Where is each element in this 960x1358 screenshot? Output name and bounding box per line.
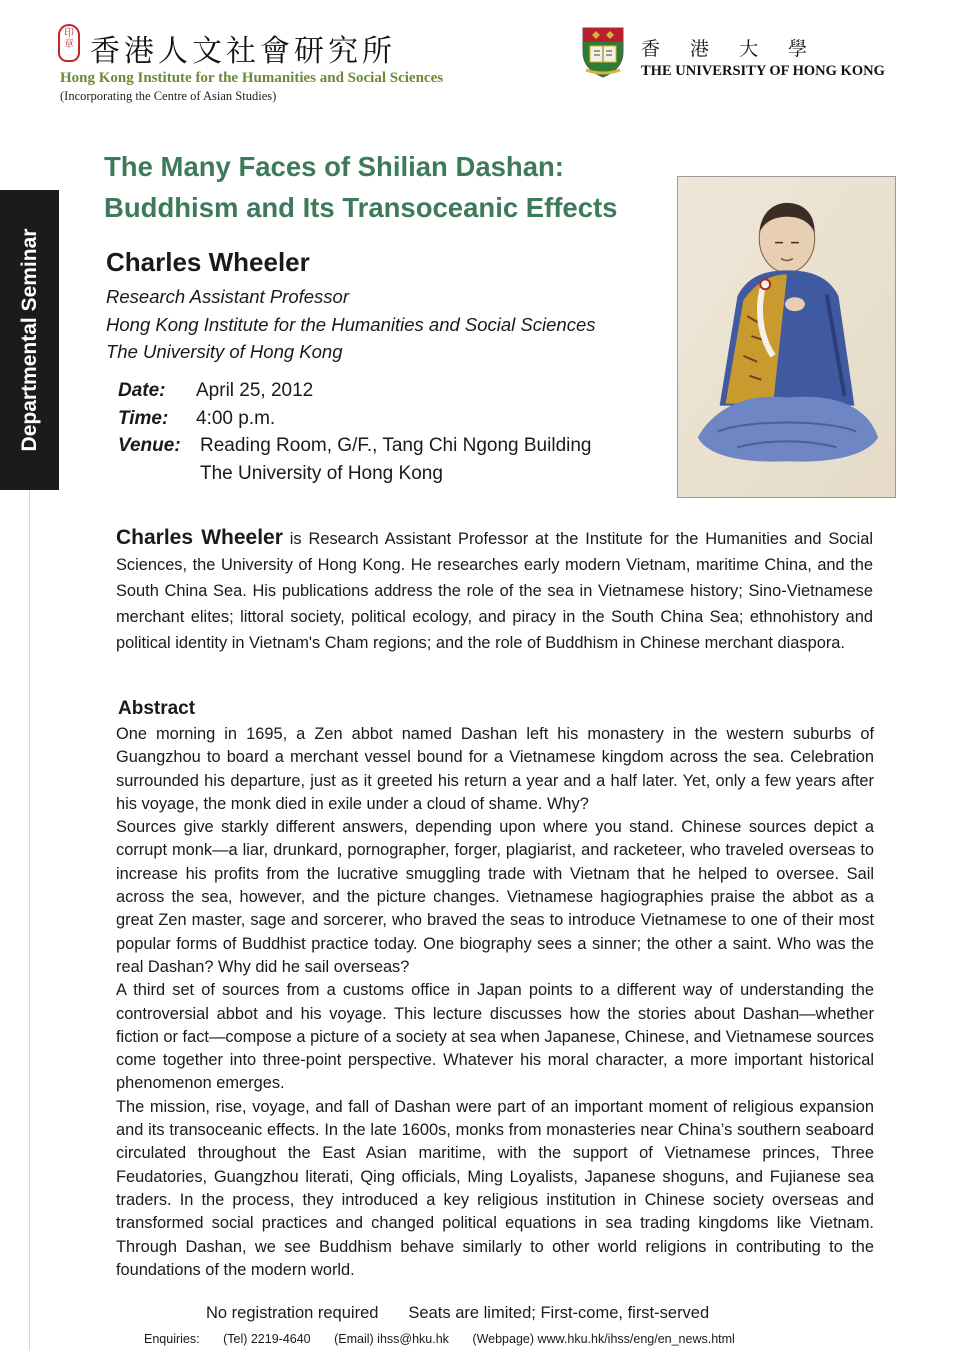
monk-portrait-icon <box>677 176 896 498</box>
institute-note: (Incorporating the Centre of Asian Studies) <box>60 89 277 103</box>
enquiries-label: Enquiries: <box>144 1332 200 1346</box>
seats-text: Seats are limited; First-come, first-served <box>408 1304 710 1322</box>
speaker-name: Charles Wheeler <box>106 247 310 277</box>
bio-speaker-name: Charles Wheeler <box>116 526 283 549</box>
speaker-institute: Hong Kong Institute for the Humanities and Social Sciences <box>106 313 596 335</box>
time-label: Time: <box>118 407 169 429</box>
abstract-paragraph: The mission, rise, voyage, and fall of Dashan were part of an important moment of religious expansion and its transoceanic effects. In the late 1600s, monks from monasteries near China’s southern seaboard circulated throughout the East Asian maritime, with the support of Vietnamese princes, Three Feudatories, Guangzhou literati, Qing officials, Ming Loyalists, Japanese shoguns, and Fujianese sea traders. In the process, they introduced a key religious institution in Chinese society overseas and transformed social practices and changed political equations in sea trading kingdoms like Vietnam. Through Dashan, we see Buddhism behave similarly to other world religions in contributing to the foundations of the modern world. <box>116 1097 874 1279</box>
institute-name-english: Hong Kong Institute for the Humanities and Social Sciences <box>60 70 444 86</box>
seminar-title-line2: Buddhism and Its Transoceanic Effects <box>104 192 618 223</box>
venue-label: Venue: <box>118 435 181 456</box>
institute-name-chinese: 香港人文社會研究所 <box>90 34 396 69</box>
abstract-paragraph: A third set of sources from a customs office in Japan points to a different way of understanding the controversial abbot and his voyage. This lecture discusses how the stories about Dashan—whether fiction or fact—compose a picture of a society at sea when Japanese, Chinese, and Vietnamese sources come together into three-point perspective. Whatever his moral character, a more important historical phenomenon emerges. <box>116 981 874 1093</box>
seminar-title <box>104 146 664 228</box>
venue-row <box>118 432 592 460</box>
enquiries-webpage: (Webpage) www.hku.hk/ihss/eng/en_news.html <box>472 1332 735 1346</box>
university-name-english: THE UNIVERSITY OF HONG KONG <box>641 63 885 79</box>
event-details <box>118 377 592 487</box>
enquiries-email: (Email) ihss@hku.hk <box>334 1332 449 1346</box>
date-label: Date: <box>118 380 166 401</box>
side-divider <box>29 490 30 1350</box>
registration-text: No registration required <box>206 1304 379 1322</box>
enquiries-tel: (Tel) 2219-4640 <box>223 1332 311 1346</box>
enquiries <box>144 1332 755 1346</box>
speaker-bio <box>116 525 873 656</box>
abstract-body <box>116 723 874 1282</box>
time-value: 4:00 p.m. <box>196 407 276 429</box>
time-row <box>118 405 592 433</box>
speaker-affiliation <box>106 283 596 366</box>
university-name-chinese: 香 港 大 學 <box>641 38 820 60</box>
speaker-university: The University of Hong Kong <box>106 341 343 362</box>
hku-crest-icon <box>580 26 626 78</box>
venue-value-line1: Reading Room, G/F., Tang Chi Ngong Building <box>200 435 592 456</box>
date-row <box>118 377 592 405</box>
venue-value-line2: The University of Hong Kong <box>200 462 443 484</box>
institute-seal-icon: 印 章 <box>58 24 80 62</box>
speaker-position: Research Assistant Professor <box>106 286 349 307</box>
seminar-title-line1: The Many Faces of Shilian Dashan: <box>104 151 564 182</box>
seminar-type-label: Departmental Seminar <box>17 228 41 452</box>
abstract-paragraph: Sources give starkly different answers, depending upon where you stand. Chinese sources depict a corrupt monk—a liar, drunkard, pornographer, forger, plagiarist, and racketeer, who traveled overseas to increase his profits from the lucrative smuggling trade with Vietnam that he helped to oversee. Sail across the sea, however, and the picture changes. Vietnamese hagiographies praise the abbot as a great Zen master, sage and sorcerer, who braved the seas to introduce Vietnamese to one of their most popular forms of Buddhist practice today. One biography sees a sinner; the other a saint. Who was the real Dashan? Why did he sail overseas? <box>116 818 874 976</box>
abstract-heading: Abstract <box>118 698 196 719</box>
bio-text: is Research Assistant Professor at the Institute for the Humanities and Social Sciences, the University of Hong Kong. He researches early modern Vietnam, maritime China, and the South China Sea. His publications address the role of the sea in Vietnamese history; Sino-Vietnamese merchant elites; littoral society, political ecology, and piracy in the South China Sea; ethnohistory and political identity in Vietnam's Cham regions; and the role of Buddhism in Chinese merchant diaspora. <box>116 530 873 652</box>
abstract-paragraph: One morning in 1695, a Zen abbot named Dashan left his monastery in the western suburbs of Guangzhou to board a merchant vessel bound for a Vietnamese kingdom across the sea. Celebration surrounded his departure, just as it greeted his return a year and a half later. Yet, only a few years after his voyage, the monk died in exile under a cloud of shame. Why? <box>116 725 874 813</box>
date-value: April 25, 2012 <box>196 380 314 401</box>
seminar-type-tab <box>0 190 59 490</box>
registration-notice <box>206 1304 709 1323</box>
